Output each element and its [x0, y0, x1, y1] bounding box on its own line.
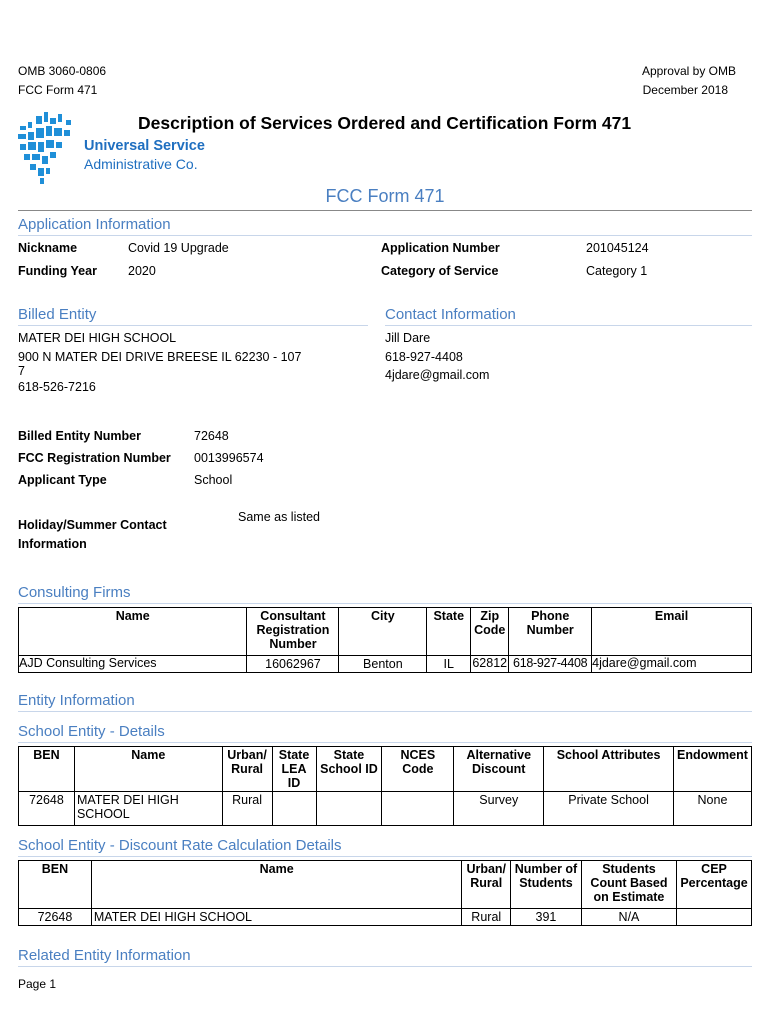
billed-entity-number-label: Billed Entity Number — [18, 429, 141, 443]
discount-rate-heading: School Entity - Discount Rate Calculation Details — [18, 837, 342, 854]
discount-col-urban-rural: Urban/ Rural — [462, 861, 511, 909]
entity-info-heading: Entity Information — [18, 692, 135, 709]
discount-rate-table — [18, 860, 752, 926]
details-cell-nces — [382, 792, 454, 826]
school-details-divider — [18, 742, 752, 743]
billed-entity-phone: 618-526-7216 — [18, 380, 96, 394]
consulting-cell-email: 4jdare@gmail.com — [592, 656, 752, 673]
consulting-cell-registration: 16062967 — [247, 656, 339, 673]
applicant-type-label: Applicant Type — [18, 473, 107, 487]
discount-cell-students: 391 — [511, 909, 582, 926]
page-title: Description of Services Ordered and Certification Form 471 — [138, 113, 632, 133]
details-col-endowment: Endowment — [673, 747, 751, 792]
holiday-contact-label-2: Information — [18, 537, 87, 551]
details-cell-attributes: Private School — [544, 792, 674, 826]
billed-entity-name: MATER DEI HIGH SCHOOL — [18, 331, 177, 345]
logo-line-2: Administrative Co. — [84, 156, 198, 172]
discount-col-ben: BEN — [19, 861, 92, 909]
details-cell-state-lea — [272, 792, 316, 826]
details-col-urban-rural: Urban/ Rural — [222, 747, 272, 792]
holiday-contact-label-1: Holiday/Summer Contact — [18, 518, 167, 532]
school-details-table — [18, 746, 752, 826]
contact-divider — [385, 325, 752, 326]
consulting-cell-city: Benton — [339, 656, 427, 673]
discount-rate-divider — [18, 856, 752, 857]
details-cell-urban-rural: Rural — [222, 792, 272, 826]
consulting-col-email: Email — [592, 608, 752, 656]
consulting-col-city: City — [339, 608, 427, 656]
application-info-heading: Application Information — [18, 216, 171, 233]
details-col-nces: NCES Code — [382, 747, 454, 792]
discount-cell-ben: 72648 — [19, 909, 92, 926]
fcc-registration-label: FCC Registration Number — [18, 451, 171, 465]
table-row — [19, 909, 752, 926]
funding-year-value: 2020 — [128, 264, 156, 278]
category-value: Category 1 — [586, 264, 648, 278]
contact-phone: 618-927-4408 — [385, 350, 463, 364]
consulting-col-zip: Zip Code — [471, 608, 509, 656]
details-cell-endowment: None — [673, 792, 751, 826]
contact-info-heading: Contact Information — [385, 306, 516, 323]
related-entity-divider — [18, 966, 752, 967]
details-col-name: Name — [74, 747, 222, 792]
discount-cell-estimate: N/A — [581, 909, 676, 926]
application-divider — [18, 235, 752, 236]
details-col-state-school: State School ID — [316, 747, 382, 792]
table-row — [19, 656, 752, 673]
applicant-type-value: School — [194, 473, 233, 487]
details-col-state-lea: State LEA ID — [272, 747, 316, 792]
application-number-value: 201045124 — [586, 241, 649, 255]
discount-cell-urban-rural: Rural — [462, 909, 511, 926]
details-cell-ben: 72648 — [19, 792, 75, 826]
category-label: Category of Service — [381, 264, 499, 278]
discount-col-estimate: Students Count Based on Estimate — [581, 861, 676, 909]
school-details-heading: School Entity - Details — [18, 723, 165, 740]
details-col-alt-discount: Alternative Discount — [454, 747, 544, 792]
contact-name: Jill Dare — [385, 331, 431, 345]
page-number: Page 1 — [18, 977, 57, 991]
nickname-label: Nickname — [18, 241, 78, 255]
entity-info-divider — [18, 711, 752, 712]
billed-entity-address-1: 900 N MATER DEI DRIVE BREESE IL 62230 - 107 — [18, 350, 302, 364]
billed-entity-heading: Billed Entity — [18, 306, 97, 323]
consulting-cell-phone: 618-927-4408 — [509, 656, 592, 673]
holiday-contact-value: Same as listed — [238, 510, 320, 524]
discount-col-cep: CEP Percentage — [677, 861, 752, 909]
discount-col-students: Number of Students — [511, 861, 582, 909]
form-label: FCC Form 471 — [18, 83, 98, 97]
nickname-value: Covid 19 Upgrade — [128, 241, 229, 255]
consulting-cell-name: AJD Consulting Services — [19, 656, 247, 673]
contact-email: 4jdare@gmail.com — [385, 368, 490, 382]
details-col-ben: BEN — [19, 747, 75, 792]
consulting-col-name: Name — [19, 608, 247, 656]
billed-entity-divider — [18, 325, 368, 326]
logo-line-1: Universal Service — [84, 138, 205, 154]
consulting-divider — [18, 603, 752, 604]
consulting-cell-zip: 62812 — [471, 656, 509, 673]
discount-col-name: Name — [91, 861, 462, 909]
application-number-label: Application Number — [381, 241, 500, 255]
details-col-attributes: School Attributes — [544, 747, 674, 792]
fcc-registration-value: 0013996574 — [194, 451, 264, 465]
billed-entity-address-2: 7 — [18, 364, 25, 378]
title-divider — [18, 210, 752, 211]
billed-entity-number-value: 72648 — [194, 429, 229, 443]
details-cell-state-school — [316, 792, 382, 826]
consulting-col-state: State — [427, 608, 471, 656]
discount-cell-cep — [677, 909, 752, 926]
approval-text: Approval by OMB — [641, 64, 736, 78]
usac-logo-icon — [16, 112, 76, 184]
form-title: FCC Form 471 — [325, 186, 445, 206]
consulting-col-phone: Phone Number — [509, 608, 592, 656]
approval-date: December 2018 — [642, 83, 728, 97]
consulting-cell-state: IL — [427, 656, 471, 673]
details-cell-alt-discount: Survey — [454, 792, 544, 826]
consulting-firms-table — [18, 607, 752, 673]
consulting-firms-heading: Consulting Firms — [18, 584, 131, 601]
related-entity-heading: Related Entity Information — [18, 947, 191, 964]
details-cell-name: MATER DEI HIGH SCHOOL — [74, 792, 222, 826]
discount-cell-name: MATER DEI HIGH SCHOOL — [91, 909, 462, 926]
table-row — [19, 792, 752, 826]
omb-number: OMB 3060-0806 — [18, 64, 107, 78]
consulting-col-registration: Consultant Registration Number — [247, 608, 339, 656]
funding-year-label: Funding Year — [18, 264, 97, 278]
